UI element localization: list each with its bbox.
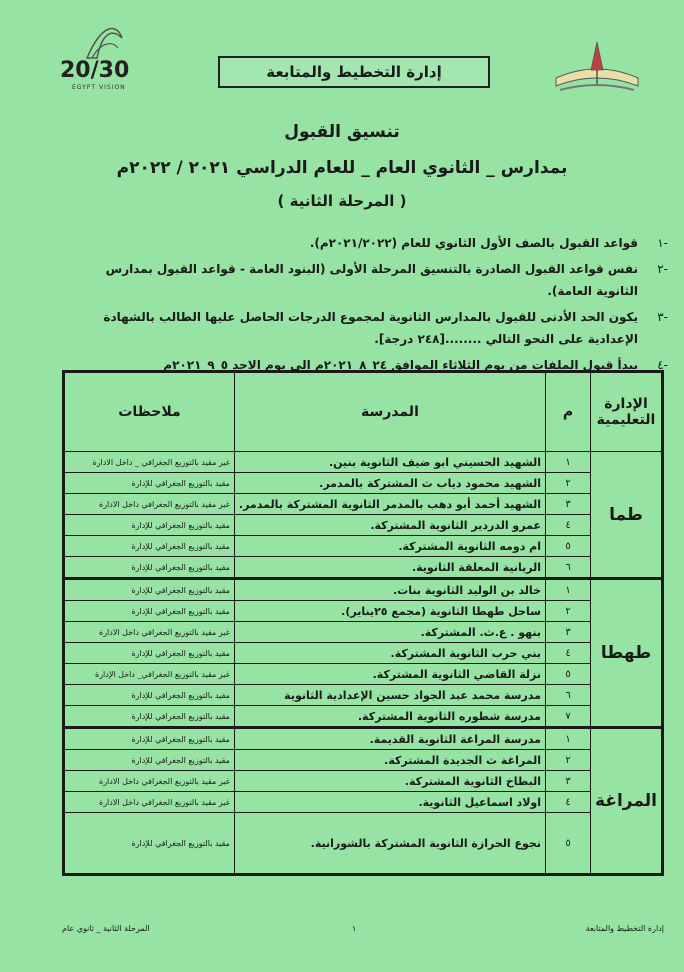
schools-table — [62, 370, 664, 876]
header-school: المدرسة — [234, 372, 545, 452]
school-name: البطاخ الثانوية المشتركة. — [234, 771, 545, 792]
table-row — [64, 579, 663, 601]
row-note: مقيد بالتوزيع الجغرافي للإدارة — [64, 536, 235, 557]
row-number: ١ — [546, 452, 591, 473]
school-name: نزلة القاضي الثانوية المشتركة. — [234, 664, 545, 685]
ministry-logo — [548, 30, 646, 102]
row-number: ٧ — [546, 706, 591, 728]
school-name: الشهيد محمود دياب ث المشتركة بالمدمر. — [234, 473, 545, 494]
table-row — [64, 728, 663, 750]
school-name: مدرسة المراغة الثانوية القديمة. — [234, 728, 545, 750]
row-number: ٢ — [546, 750, 591, 771]
school-name: نجوع الحرازة الثانوية المشتركة بالشورانية. — [234, 813, 545, 875]
row-note: غير مقيد بالتوزيع الجغرافي داخل الادارة — [64, 622, 235, 643]
school-name: اولاد اسماعيل الثانوية. — [234, 792, 545, 813]
row-number: ٥ — [546, 536, 591, 557]
row-number: ٤ — [546, 515, 591, 536]
school-name: بنهو . ع.ث. المشتركة. — [234, 622, 545, 643]
school-name: خالد بن الوليد الثانوية بنات. — [234, 579, 545, 601]
school-name: ساحل طهطا الثانوية (مجمع ٢٥يناير). — [234, 601, 545, 622]
table-row — [64, 557, 663, 579]
row-note: مقيد بالتوزيع الجغرافي للإدارة — [64, 601, 235, 622]
row-number: ٣ — [546, 494, 591, 515]
row-note: غير مقيد بالتوزيع الجغرافي _ داخل الادارة — [64, 452, 235, 473]
header-number: م — [546, 372, 591, 452]
row-note: مقيد بالتوزيع الجغرافي للإدارة — [64, 515, 235, 536]
school-name: ام دومه الثانوية المشتركة. — [234, 536, 545, 557]
table-row — [64, 813, 663, 875]
footer-stage: المرحلة الثانية _ ثانوي عام — [62, 924, 150, 933]
school-name: الشهيد أحمد أبو دهب بالمدمر الثانوية المشتركة بالمدمر. — [234, 494, 545, 515]
rules-list — [92, 232, 668, 380]
rule-item — [92, 232, 668, 254]
school-name: عمرو الدردير الثانوية المشتركة. — [234, 515, 545, 536]
row-note: غير مقيد بالتوزيع الجغرافي داخل الادارة — [64, 792, 235, 813]
row-note: مقيد بالتوزيع الجغرافي للإدارة — [64, 750, 235, 771]
table-row — [64, 750, 663, 771]
row-note: مقيد بالتوزيع الجغرافي للإدارة — [64, 813, 235, 875]
rule-text: يكون الحد الأدنى للقبول بالمدارس الثانوية لمجموع الدرجات الحاصل عليها الطالب بالشهادة الإعدادية على النحو التالي ........[٢٤٨ درجة]. — [103, 310, 638, 346]
table-row — [64, 771, 663, 792]
title-admission: تنسيق القبول — [284, 122, 400, 142]
row-note: مقيد بالتوزيع الجغرافي للإدارة — [64, 557, 235, 579]
row-number: ٤ — [546, 792, 591, 813]
row-number: ٤ — [546, 643, 591, 664]
table-row — [64, 452, 663, 473]
school-name: الشهيد الحسيني ابو ضيف الثانوية بنين. — [234, 452, 545, 473]
table-row — [64, 494, 663, 515]
table-row — [64, 473, 663, 494]
rule-item — [92, 306, 668, 350]
footer-department: إدارة التخطيط والمتابعة — [585, 924, 664, 933]
school-name: مدرسة محمد عبد الجواد حسين الإعدادية الثانوية — [234, 685, 545, 706]
school-name: مدرسة شطوره الثانوية المشتركة. — [234, 706, 545, 728]
row-note: غير مقيد بالتوزيع الجغرافي_ داخل الإدارة — [64, 664, 235, 685]
logo-number: 20/30 — [60, 58, 130, 83]
row-number: ٦ — [546, 685, 591, 706]
table-row — [64, 622, 663, 643]
title-stage: ( المرحلة الثانية ) — [277, 192, 407, 210]
admin-cell: طهطا — [591, 579, 663, 728]
rule-number: -١ — [657, 236, 668, 250]
title-schools-year: بمدارس _ الثانوي العام _ للعام الدراسي ٢٠٢١ / ٢٠٢٢م — [116, 158, 568, 178]
admin-cell: المراغة — [591, 728, 663, 875]
table-row — [64, 664, 663, 685]
school-name: بني حرب الثانوية المشتركة. — [234, 643, 545, 664]
row-note: مقيد بالتوزيع الجغرافي للإدارة — [64, 473, 235, 494]
table-header-row — [64, 372, 663, 452]
egypt-vision-logo — [42, 18, 162, 98]
row-number: ٥ — [546, 664, 591, 685]
row-note: مقيد بالتوزيع الجغرافي للإدارة — [64, 728, 235, 750]
rule-number: -٣ — [657, 310, 668, 324]
row-note: غير مقيد بالتوزيع الجغرافي داخل الادارة — [64, 771, 235, 792]
header-notes: ملاحظات — [64, 372, 235, 452]
rule-text: نفس قواعد القبول الصادرة بالتنسيق المرحلة الأولى (البنود العامة - قواعد القبول بمدارس الثانوية العامة). — [105, 262, 638, 298]
row-note: مقيد بالتوزيع الجغرافي للإدارة — [64, 643, 235, 664]
book-torch-emblem-icon — [548, 30, 646, 102]
row-number: ٢ — [546, 601, 591, 622]
table-row — [64, 515, 663, 536]
footer-page-number: ١ — [352, 924, 357, 933]
table-row — [64, 685, 663, 706]
table-row — [64, 706, 663, 728]
row-note: مقيد بالتوزيع الجغرافي للإدارة — [64, 706, 235, 728]
rule-number: -٤ — [657, 358, 668, 372]
school-name: الريانية المعلقة الثانوية. — [234, 557, 545, 579]
row-note: مقيد بالتوزيع الجغرافي للإدارة — [64, 579, 235, 601]
row-number: ١ — [546, 728, 591, 750]
table-row — [64, 601, 663, 622]
row-number: ٣ — [546, 771, 591, 792]
department-header: إدارة التخطيط والمتابعة — [218, 56, 490, 88]
row-note: غير مقيد بالتوزيع الجغرافي داخل الادارة — [64, 494, 235, 515]
row-note: مقيد بالتوزيع الجغرافي للإدارة — [64, 685, 235, 706]
rule-item — [92, 258, 668, 302]
school-name: المراغة ث الجديدة المشتركة. — [234, 750, 545, 771]
row-number: ١ — [546, 579, 591, 601]
logo-subtitle: EGYPT VISION — [72, 84, 126, 91]
rule-text: قواعد القبول بالصف الأول الثانوي للعام (٢٠٢١/٢٠٢٢م). — [309, 236, 638, 250]
row-number: ٢ — [546, 473, 591, 494]
table-row — [64, 536, 663, 557]
admin-cell: طما — [591, 452, 663, 579]
table-row — [64, 792, 663, 813]
header-admin: الإدارة التعليمية — [591, 372, 663, 452]
row-number: ٦ — [546, 557, 591, 579]
rule-number: -٢ — [657, 262, 668, 276]
row-number: ٣ — [546, 622, 591, 643]
rule-text: يبدأ قبول الملفات من يوم الثلاثاء الموافق ٢٤_٨_٢٠٢١م الى يوم الاحد ٥_٩_٢٠٢١م — [163, 358, 638, 372]
row-number: ٥ — [546, 813, 591, 875]
table-row — [64, 643, 663, 664]
